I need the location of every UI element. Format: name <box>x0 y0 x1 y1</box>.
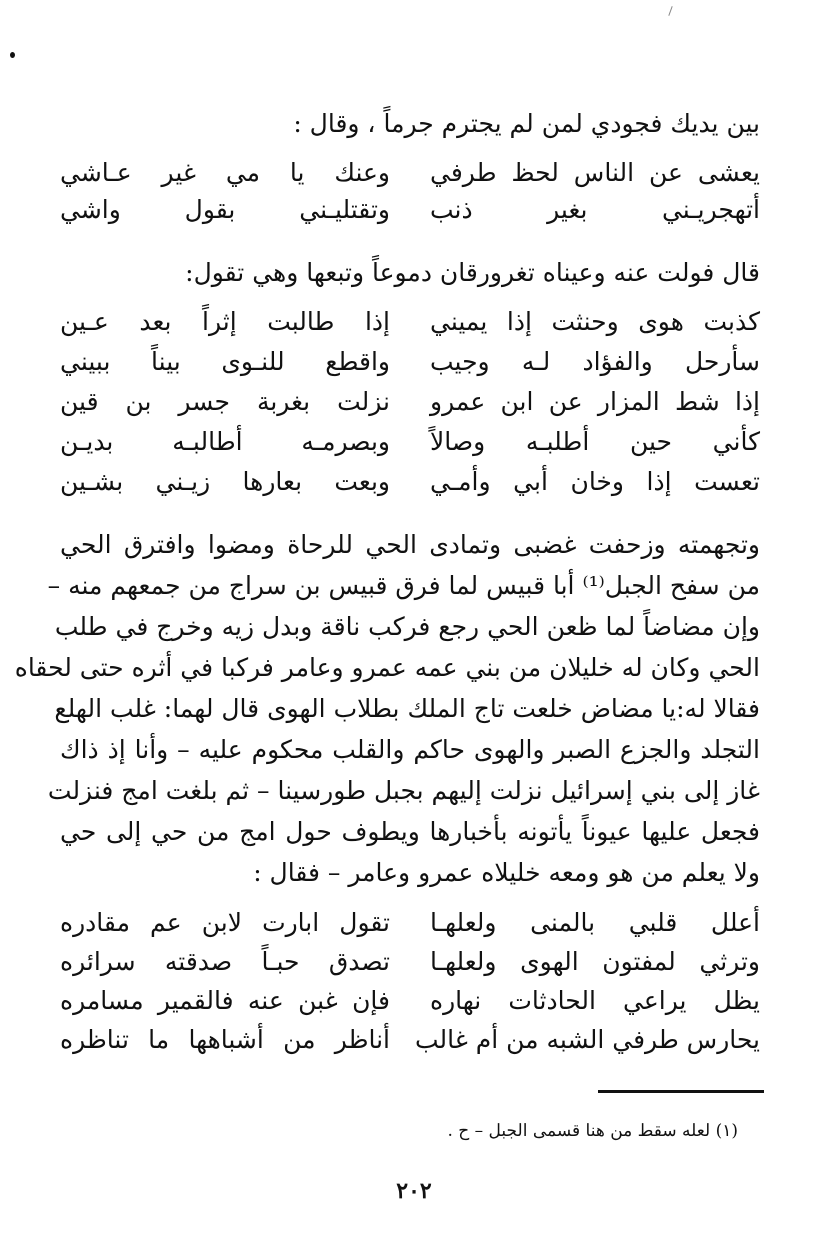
prose-line: ولا يعلم من هو ومعه خليلاه عمرو وعامر – فقال : <box>253 858 760 887</box>
hemistich-second: نزلت بغربة جسر بن قين <box>60 387 390 416</box>
prose-line: وتجهمته وزحفت غضبى وتمادى الحي للرحاة ومضوا وافترق الحي <box>60 530 760 559</box>
hemistich-first: يحارس طرفي الشبه من أم غالب <box>414 1025 760 1054</box>
scan-mark <box>668 6 672 16</box>
poem3-verse-2 <box>60 942 760 982</box>
poem3-verse-1 <box>60 903 760 943</box>
poem3-verse-4 <box>60 1020 760 1060</box>
footnote: (١) لعله سقط من هنا قسمى الجبل – ح . <box>447 1121 738 1141</box>
hemistich-second: إذا طالبت إثراً بعد عـين <box>60 307 390 336</box>
hemistich-first: يعشى عن الناس لحظ طرفي <box>430 158 760 187</box>
poem2-verse-2 <box>60 342 760 382</box>
prose-line: التجلد والجزع الصبر والهوى حاكم والقلب محكوم عليه – وأنا إذ ذاك <box>60 735 760 764</box>
hemistich-first: وترثي لمفتون الهوى ولعلهـا <box>430 947 760 976</box>
prose-line: فجعل عليها عيوناً يأتونه بأخبارها ويطوف حول امج من حي إلى حي <box>60 817 760 846</box>
footnote-rule <box>598 1090 764 1093</box>
hemistich-first: تعست إذا وخان أبي وأمـي <box>430 467 760 496</box>
prose-line: غاز إلى بني إسرائيل نزلت إليهم بجبل طورسينا – ثم بلغت امج فنزلت <box>47 776 760 805</box>
hemistich-second: واقطع للنـوى بيناً ببيني <box>60 347 390 376</box>
poem2-verse-5 <box>60 462 760 502</box>
hemistich-second: وتقتليـني بقول واشي <box>60 195 390 224</box>
page-number: ٢٠٢ <box>396 1178 432 1204</box>
poem2-verse-4 <box>60 422 760 462</box>
hemistich-first: أعلل قلبي بالمنى ولعلهـا <box>430 908 760 937</box>
hemistich-first: سأرحل والفؤاد لـه وجيب <box>430 347 760 376</box>
poem1-verse-1 <box>60 153 760 193</box>
prose-line: وإن مضاضاً لما ظعن الحي رجع فركب ناقة وبدل زيه وخرج في طلب <box>54 612 760 641</box>
hemistich-second: وعنك يا مي غير عـاشي <box>60 158 390 187</box>
hemistich-first: يظل يراعي الحادثات نهاره <box>430 986 760 1015</box>
intro-line: بين يديك فجودي لمن لم يجترم جرماً ، وقال : <box>293 109 760 138</box>
prose-line: فقالا له:يا مضاض خلعت تاج الملك بطلاب الهوى قال لهما: غلب الهلع <box>54 694 760 723</box>
hemistich-second: وبعت بعارها زيـني بشـين <box>60 467 390 496</box>
hemistich-first: كأني حين أطلبـه وصالاً <box>430 427 760 456</box>
narrative-line: قال فولت عنه وعيناه تغرورقان دموعاً وتبعها وهي تقول: <box>185 258 760 287</box>
poem3-verse-3 <box>60 981 760 1021</box>
hemistich-second: أناظر من أشباهها ما تناظره <box>60 1025 390 1054</box>
poem2-verse-3 <box>60 382 760 422</box>
poem1-verse-2 <box>60 190 760 230</box>
prose-line: الحي وكان له خليلان من بني عمه عمرو وعامر فركبا في أثره حتى لحقاه <box>14 653 760 682</box>
hemistich-first: أتهجريـني بغير ذنب <box>430 195 760 224</box>
poem2-verse-1 <box>60 302 760 342</box>
hemistich-second: وبصرمـه أطالبـه بديـن <box>60 427 390 456</box>
hemistich-second: تصدق حبـاً صدقته سرائره <box>60 947 390 976</box>
hemistich-first: كذبت هوى وحنثت إذا يميني <box>430 307 760 336</box>
prose-line: من سفح الجبل⁽¹⁾ أبا قبيس لما فرق قبيس بن سراج من جمعهم منه – <box>47 571 760 600</box>
hemistich-second: فإن غبن عنه فالقمير مسامره <box>60 986 390 1015</box>
hemistich-first: إذا شط المزار عن ابن عمرو <box>430 387 760 416</box>
hemistich-second: تقول ابارت لابن عم مقادره <box>60 908 390 937</box>
scan-dot <box>10 52 15 58</box>
